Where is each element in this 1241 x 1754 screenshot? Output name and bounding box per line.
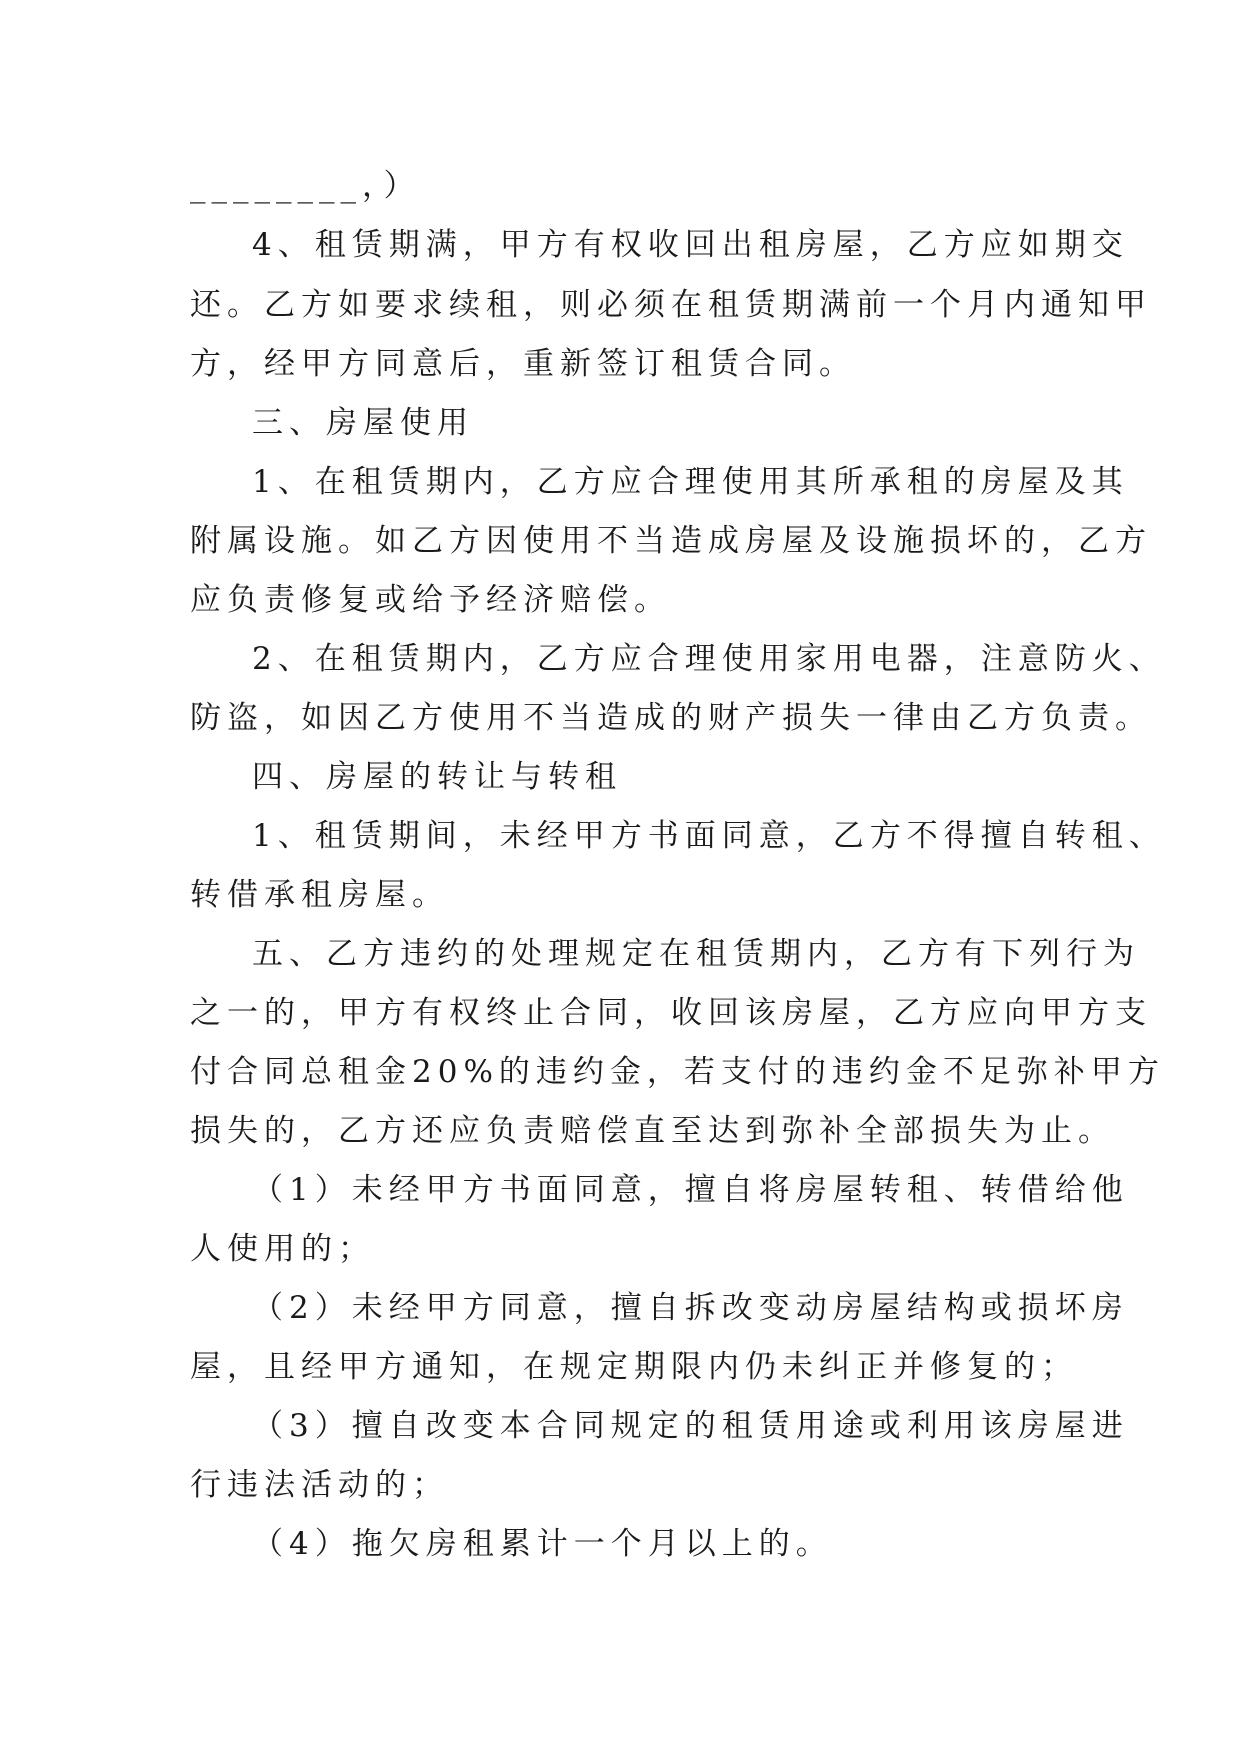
text-line: 防盗，如因乙方使用不当造成的财产损失一律由乙方负责。 <box>190 700 1152 736</box>
text-line: 之一的，甲方有权终止合同，收回该房屋，乙方应向甲方支 <box>190 995 1152 1031</box>
list-item: （2）未经甲方同意，擅自拆改变动房屋结构或损坏房 <box>252 1290 1129 1326</box>
text-line: 4、租赁期满，甲方有权收回出租房屋，乙方应如期交 <box>252 227 1129 263</box>
text-line: 2、在租赁期内，乙方应合理使用家用电器，注意防火、 <box>252 641 1166 677</box>
text-line: 屋，且经甲方通知，在规定期限内仍未纠正并修复的； <box>190 1349 1078 1385</box>
text-line: 转借承租房屋。 <box>190 877 449 913</box>
text-line: 还。乙方如要求续租，则必须在租赁期满前一个月内通知甲 <box>190 287 1152 323</box>
text-line: ________，） <box>190 168 421 204</box>
text-line: 付合同总租金20%的违约金，若支付的违约金不足弥补甲方 <box>190 1054 1165 1090</box>
text-line: 应负责修复或给予经济赔偿。 <box>190 582 671 618</box>
list-item: （4）拖欠房租累计一个月以上的。 <box>252 1526 833 1562</box>
section-heading: 三、房屋使用 <box>252 405 474 441</box>
list-item: （3）擅自改变本合同规定的租赁用途或利用该房屋进 <box>252 1408 1129 1444</box>
text-line: 附属设施。如乙方因使用不当造成房屋及设施损坏的，乙方 <box>190 523 1152 559</box>
text-line: 1、在租赁期内，乙方应合理使用其所承租的房屋及其 <box>252 464 1129 500</box>
text-line: 行违法活动的； <box>190 1467 449 1503</box>
section-heading: 四、房屋的转让与转租 <box>252 759 622 795</box>
text-line: 人使用的； <box>190 1231 375 1267</box>
section-heading: 五、乙方违约的处理规定在租赁期内，乙方有下列行为 <box>252 936 1140 972</box>
text-line: 1、租赁期间，未经甲方书面同意，乙方不得擅自转租、 <box>252 818 1166 854</box>
text-line: 损失的，乙方还应负责赔偿直至达到弥补全部损失为止。 <box>190 1113 1115 1149</box>
list-item: （1）未经甲方书面同意，擅自将房屋转租、转借给他 <box>252 1172 1129 1208</box>
text-line: 方，经甲方同意后，重新签订租赁合同。 <box>190 346 856 382</box>
